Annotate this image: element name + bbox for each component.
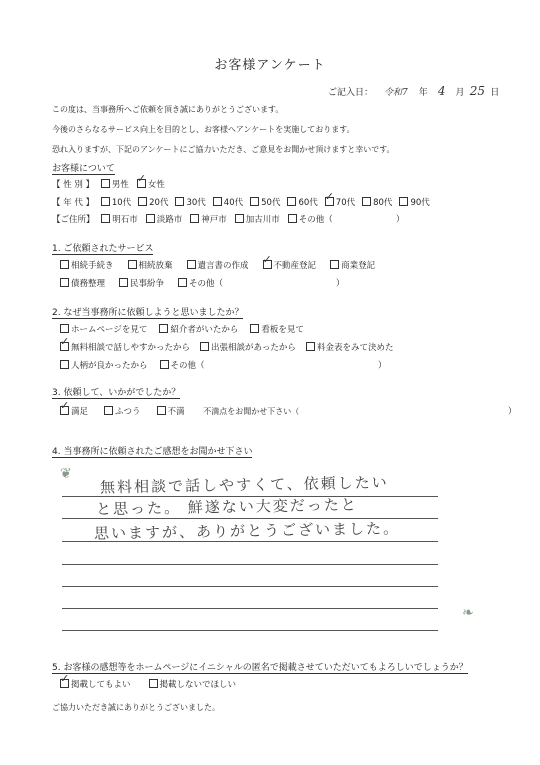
- answer-text-line-3[interactable]: 思いますが、ありがとうございました。: [93, 519, 401, 543]
- q3-section: [52, 385, 180, 398]
- option-addr-opts-4[interactable]: [284, 215, 333, 225]
- intro-line-3: 恐れ入りますが、下記のアンケートにご協力いただき、ご意見をお聞かせ頂けますと幸いです。: [52, 145, 395, 154]
- checkbox[interactable]: [60, 360, 69, 369]
- checkbox[interactable]: [157, 406, 166, 415]
- checkbox[interactable]: [101, 214, 110, 223]
- q2-section: [52, 305, 243, 318]
- q5-row: [56, 678, 250, 690]
- option-label: 料金表をみて決めた: [316, 343, 394, 353]
- option-label: 明石市: [112, 215, 138, 225]
- option-q1r1-4[interactable]: [326, 261, 375, 271]
- answer-text-line-1[interactable]: 無料相談で話しやすくて、依頼したい: [99, 473, 389, 497]
- option-q2r2-1[interactable]: [196, 343, 296, 353]
- checkbox[interactable]: [119, 278, 128, 287]
- checkbox-checked[interactable]: [60, 406, 69, 415]
- q1-row-1: [56, 259, 385, 271]
- checkbox[interactable]: [128, 260, 137, 269]
- option-q1r1-2[interactable]: [183, 261, 249, 271]
- option-q2r1-0[interactable]: [56, 325, 147, 335]
- option-q2r3-0[interactable]: [56, 361, 148, 371]
- option-label: 10代: [111, 198, 132, 208]
- option-q1r2-2[interactable]: [174, 279, 223, 289]
- option-age-opts-0[interactable]: [97, 198, 131, 208]
- option-q5opts-0[interactable]: [56, 680, 131, 690]
- option-label: 商業登記: [341, 261, 376, 271]
- option-label: 出張相談があったから: [211, 343, 296, 353]
- answer-line: [62, 608, 438, 609]
- date-day-value[interactable]: 25: [469, 84, 486, 98]
- option-label: 紹介者がいたから: [170, 325, 239, 335]
- intro-line-2: 今後のさらなるサービス向上を目的とし、お客様へアンケートを実施しております。: [52, 125, 355, 134]
- option-age-opts-1[interactable]: [134, 198, 168, 208]
- age-label: 【 年 代 】: [52, 198, 95, 208]
- page-title: お客様アンケート: [214, 58, 326, 73]
- q1-section: [52, 241, 153, 254]
- option-q5opts-1[interactable]: [145, 680, 237, 690]
- answer-line: [62, 586, 438, 587]
- gender-row: [52, 178, 169, 190]
- address-label: 【ご住所】: [52, 215, 95, 225]
- option-age-opts-7[interactable]: [358, 198, 392, 208]
- option-label: 遺言書の作成: [197, 261, 249, 271]
- date-era-value[interactable]: 令和7: [384, 88, 408, 98]
- checkbox[interactable]: [187, 260, 196, 269]
- leaf-decoration-icon: ❦: [60, 466, 72, 482]
- option-q1r1-1[interactable]: [124, 261, 173, 271]
- customer-section: [52, 161, 115, 174]
- option-age-opts-4[interactable]: [246, 198, 280, 208]
- checkbox-checked[interactable]: [60, 679, 69, 688]
- intro-line-1: この度は、当事務所へご依頼を頂き誠にありがとうございます。: [52, 105, 284, 114]
- checkbox[interactable]: [146, 214, 155, 223]
- checkbox[interactable]: [101, 197, 110, 206]
- option-q1r2-1[interactable]: [115, 279, 164, 289]
- option-label: 人柄が良かったから: [71, 361, 148, 371]
- option-label: その他（: [298, 215, 333, 225]
- option-label: 民事紛争: [130, 279, 165, 289]
- checkbox-checked[interactable]: [137, 179, 146, 188]
- option-label: 40代: [223, 198, 244, 208]
- age-row: [52, 196, 433, 208]
- option-q1r1-0[interactable]: [56, 261, 114, 271]
- option-age-opts-8[interactable]: [395, 198, 429, 208]
- day-unit: 日: [490, 88, 500, 98]
- q3-heading: 3. 依頼して、いかがでしたか？: [52, 388, 181, 398]
- option-age-opts-6[interactable]: [321, 198, 355, 208]
- answer-line: [62, 564, 438, 565]
- checkbox[interactable]: [101, 179, 110, 188]
- q5-heading: 5. お客様の感想等をホームページにイニシャルの匿名で掲載させていただいてもよろしいでしょうか？: [52, 663, 468, 673]
- option-q3opts-0[interactable]: [56, 407, 88, 417]
- checkbox[interactable]: [178, 278, 187, 287]
- checkbox[interactable]: [235, 214, 244, 223]
- q2-row-3: [56, 359, 213, 371]
- q4-heading: 4. 当事務所に依頼されたご感想をお聞かせ下さい: [52, 447, 253, 457]
- checkbox[interactable]: [330, 260, 339, 269]
- option-addr-opts-0[interactable]: [97, 215, 138, 225]
- checkbox[interactable]: [287, 197, 296, 206]
- q2-row-2: [56, 341, 399, 353]
- option-label: 不満: [167, 407, 185, 417]
- checkbox[interactable]: [138, 197, 147, 206]
- option-addr-opts-1[interactable]: [142, 215, 183, 225]
- year-unit: 年: [418, 88, 428, 98]
- checkbox[interactable]: [160, 360, 169, 369]
- gender-label: 【 性 別 】: [52, 180, 95, 190]
- option-label: 60代: [298, 198, 318, 208]
- answer-text-line-2[interactable]: と思った。 鮮遂ない大変だったと: [95, 495, 358, 519]
- q2-row-1: [56, 323, 312, 335]
- option-age-opts-2[interactable]: [171, 198, 205, 208]
- checkbox[interactable]: [200, 342, 209, 351]
- option-label: 90代: [410, 198, 430, 208]
- checkbox-checked[interactable]: [263, 260, 272, 269]
- checkbox[interactable]: [362, 197, 371, 206]
- checkbox[interactable]: [60, 324, 69, 333]
- option-q1r2-0[interactable]: [56, 279, 105, 289]
- checkbox-checked[interactable]: [325, 197, 334, 206]
- option-label: 相続手続き: [71, 261, 114, 271]
- option-q2r1-2[interactable]: [246, 325, 304, 335]
- closing-text: ご協力いただき誠にありがとうございました。: [52, 703, 220, 712]
- option-label: 掲載しないでほしい: [159, 680, 237, 690]
- checkbox[interactable]: [288, 214, 297, 223]
- option-label: 無料相談で話しやすかったから: [71, 343, 191, 353]
- date-label: ご記入日：: [328, 88, 374, 98]
- option-label: 神戸市: [201, 215, 227, 225]
- option-label: 30代: [186, 198, 206, 208]
- option-age-opts-5[interactable]: [283, 198, 317, 208]
- option-addr-opts-3[interactable]: [231, 215, 280, 225]
- checkbox[interactable]: [60, 278, 69, 287]
- q2-heading: 2. なぜ当事務所に依頼しようと思いましたか？: [52, 308, 244, 318]
- option-q2r2-2[interactable]: [302, 343, 394, 353]
- checkbox[interactable]: [399, 197, 408, 206]
- option-q3opts-2[interactable]: [153, 407, 185, 417]
- option-q1r1-3[interactable]: [259, 261, 317, 271]
- option-label: 掲載してもよい: [71, 680, 131, 690]
- option-q2r1-1[interactable]: [155, 325, 238, 335]
- checkbox[interactable]: [149, 679, 158, 688]
- q1-close: ）: [336, 279, 345, 289]
- option-label: 不動産登記: [273, 261, 317, 271]
- q3-row: [56, 405, 299, 417]
- q2-close: ）: [378, 361, 387, 371]
- option-label: 満足: [71, 407, 89, 417]
- option-q2r3-1[interactable]: [156, 361, 205, 371]
- option-label: ホームページを見て: [71, 325, 148, 335]
- option-label: その他（: [170, 361, 205, 371]
- option-label: 相続放棄: [138, 261, 173, 271]
- option-label: 債務整理: [71, 279, 106, 289]
- checkbox[interactable]: [250, 197, 259, 206]
- dissatisfaction-label: 不満点をお聞かせ下さい（: [203, 407, 300, 416]
- option-label: 看板を見て: [261, 325, 304, 335]
- option-label: 70代: [335, 198, 356, 208]
- q1-heading: 1. ご依頼されたサービス: [52, 244, 154, 254]
- checkbox[interactable]: [213, 197, 222, 206]
- address-row: [52, 213, 337, 225]
- q4-section: [52, 444, 252, 457]
- q3-close: ）: [508, 407, 517, 417]
- option-label: 加古川市: [245, 215, 280, 225]
- checkbox[interactable]: [104, 406, 113, 415]
- option-label: 女性: [147, 180, 165, 190]
- option-label: その他（: [189, 279, 224, 289]
- checkbox[interactable]: [250, 324, 259, 333]
- option-age-opts-3[interactable]: [209, 198, 243, 208]
- checkbox-checked[interactable]: [60, 342, 69, 351]
- option-q3opts-1[interactable]: [100, 407, 141, 417]
- option-label: 20代: [149, 198, 169, 208]
- option-label: 80代: [373, 198, 393, 208]
- checkbox[interactable]: [175, 197, 184, 206]
- q5-section: [52, 660, 468, 673]
- checkbox[interactable]: [60, 260, 69, 269]
- answer-line: [62, 630, 438, 631]
- date-month-value[interactable]: 4: [437, 84, 446, 98]
- option-label: ふつう: [115, 407, 141, 417]
- date-row: [328, 84, 499, 98]
- leaf-decoration-icon: ❧: [462, 605, 474, 621]
- option-addr-opts-2[interactable]: [186, 215, 227, 225]
- q1-row-2: [56, 277, 233, 289]
- checkbox[interactable]: [159, 324, 168, 333]
- customer-heading: お客様について: [52, 164, 115, 174]
- option-gender-opts-0[interactable]: [97, 180, 129, 190]
- option-gender-opts-1[interactable]: [133, 180, 165, 190]
- option-label: 淡路市: [156, 215, 183, 225]
- option-q2r2-0[interactable]: [56, 343, 190, 353]
- checkbox[interactable]: [190, 214, 199, 223]
- address-close: ）: [396, 215, 405, 225]
- option-label: 50代: [261, 198, 281, 208]
- month-unit: 月: [455, 88, 465, 98]
- option-label: 男性: [111, 180, 129, 190]
- checkbox[interactable]: [306, 342, 315, 351]
